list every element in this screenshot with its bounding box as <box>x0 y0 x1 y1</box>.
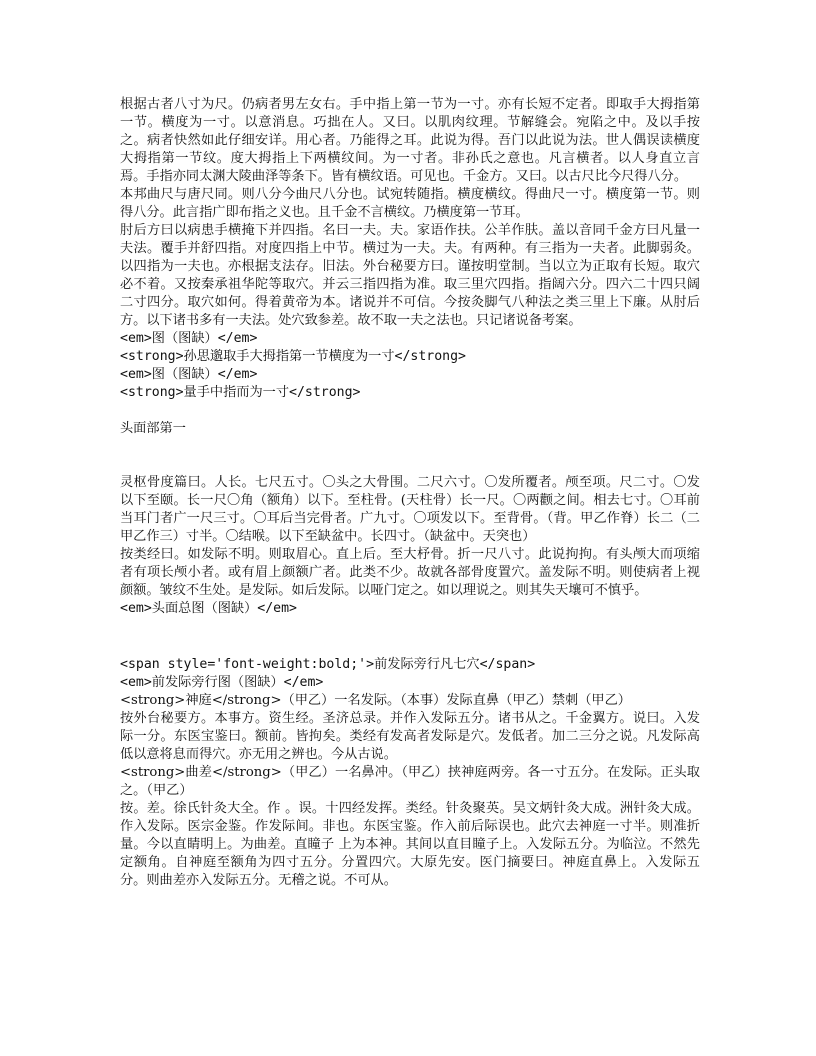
acupoint-entry: <strong>曲差</strong>（甲乙）一名鼻冲。（甲乙）挟神庭两旁。各一寸五分。在发际。正头取之。（甲乙） <box>120 765 700 798</box>
section-head-face <box>120 474 700 618</box>
paragraph: 按。差。徐氏针灸大全。作 。误。十四经发挥。类经。针灸聚英。吴文炳针灸大成。洲针灸大成。作入发际。医宗金鉴。作发际间。非也。东医宝鉴。作入前后际误也。此穴去神庭一寸半。则准折量。今以直睛明上。为曲差。直瞳子 上为本神。其间以直目瞳子上。入发际五分。为临泣。不然先定额角。自神庭至额角为四寸五分。分置四穴。大原先安。医门摘要曰。神庭直鼻上。入发际五分。则曲差亦入发际五分。无稽之说。不可从。 <box>120 801 700 888</box>
section-bone-measure <box>120 96 700 402</box>
paragraph: 本邦曲尺与唐尺同。则八分今曲尺八分也。试宛转随指。横度横纹。得曲尺一寸。横度第一节。则得八分。此言指广即布指之义也。且千金不言横纹。乃横度第一节耳。 <box>120 187 700 220</box>
figure-title-raw: <strong>量手中指而为一寸</strong> <box>120 385 361 400</box>
paragraph: 根据古者八寸为尺。仍病者男左女右。手中指上第一节为一寸。亦有长短不定者。即取手大拇指第一节。横度为一寸。以意消息。巧拙在人。又曰。以肌肉纹理。节解缝会。宛陷之中。及以手按之。病者快然如此仔细安详。用心者。乃能得之耳。此说为得。吾门以此说为法。世人偶误读横度大拇指第一节纹。度大拇指上下两横纹间。为一寸者。非孙氏之意也。凡言横者。以人身直立言焉。手指亦同太渊大陵曲泽等条下。皆有横纹语。可见也。千金方。又曰。以古尺比今尺得八分。 <box>120 97 700 184</box>
figure-caption-raw: <em>图（图缺）</em> <box>120 367 258 382</box>
section-heading: 头面部第一 <box>120 421 186 436</box>
figure-caption-raw: <em>前发际旁行图（图缺）</em> <box>120 675 324 690</box>
figure-title-raw: <strong>孙思邈取手大拇指第一节横度为一寸</strong> <box>120 349 466 364</box>
acupoint-entry: <strong>神庭</strong>（甲乙）一名发际。（本事）发际直鼻（甲乙）禁刺（甲乙） <box>120 693 631 708</box>
spacer <box>120 618 700 656</box>
paragraph: 灵枢骨度篇曰。人长。七尺五寸。〇头之大骨围。二尺六寸。〇发所覆者。颅至项。尺二寸。〇发以下至颐。长一尺〇角（额角）以下。至柱骨。(天柱骨）长一尺。〇两颧之间。相去七寸。〇耳前当耳门者广一尺三寸。〇耳后当完骨者。广九寸。〇项发以下。至背骨。（背。甲乙作脊）长二（二甲乙作三）寸半。〇结喉。以下至缺盆中。长四寸。（缺盆中。天突也） <box>120 475 700 544</box>
spacer <box>120 438 700 474</box>
paragraph: 肘后方曰以病患手横掩下并四指。名曰一夫。夫。家语作扶。公羊作肤。盖以音同千金方曰凡量一夫法。覆手并舒四指。对度四指上中节。横过为一夫。夫。有两种。有三指为一夫者。此脚弱灸。以四指为一夫也。亦根据支法存。旧法。外台秘要方曰。谨按明堂制。当以立为正取有长短。取穴必不着。又按秦承祖华陀等取穴。并云三指四指为准。取三里穴四指。指阔六分。四六二十四只阔二寸四分。取穴如何。得着黄帝为本。诸说并不可信。今按灸脚气八种法之类三里上下廉。从肘后方。以下诸书多有一夫法。处穴致参差。故不取一夫之法也。只记诸说备考案。 <box>120 223 700 328</box>
section-title-raw: <span style='font-weight:bold;'>前发际旁行凡七穴</span> <box>120 657 536 672</box>
figure-caption-raw: <em>头面总图（图缺）</em> <box>120 601 297 616</box>
document-page <box>120 96 700 890</box>
section-front-hairline <box>120 656 700 890</box>
paragraph: 按类经曰。如发际不明。则取眉心。直上后。至大杼骨。折一尺八寸。此说拘拘。有头颅大而项缩者有项长颅小者。或有眉上颜额广者。此类不少。故就各部骨度置穴。盖发际不明。则使病者上视颜额。皱纹不生处。是发际。如后发际。以哑门定之。如以理说之。则其失天壤可不慎乎。 <box>120 547 700 598</box>
spacer <box>120 402 700 420</box>
paragraph: 按外台秘要方。本事方。资生经。圣济总录。并作入发际五分。诸书从之。千金翼方。说曰。入发际一分。东医宝鉴曰。额前。皆拘矣。类经有发高者发际是穴。发低者。加二三分之说。凡发际高低以意将息而得穴。亦无用之辨也。今从古说。 <box>120 711 700 762</box>
figure-caption-raw: <em>图（图缺）</em> <box>120 331 258 346</box>
